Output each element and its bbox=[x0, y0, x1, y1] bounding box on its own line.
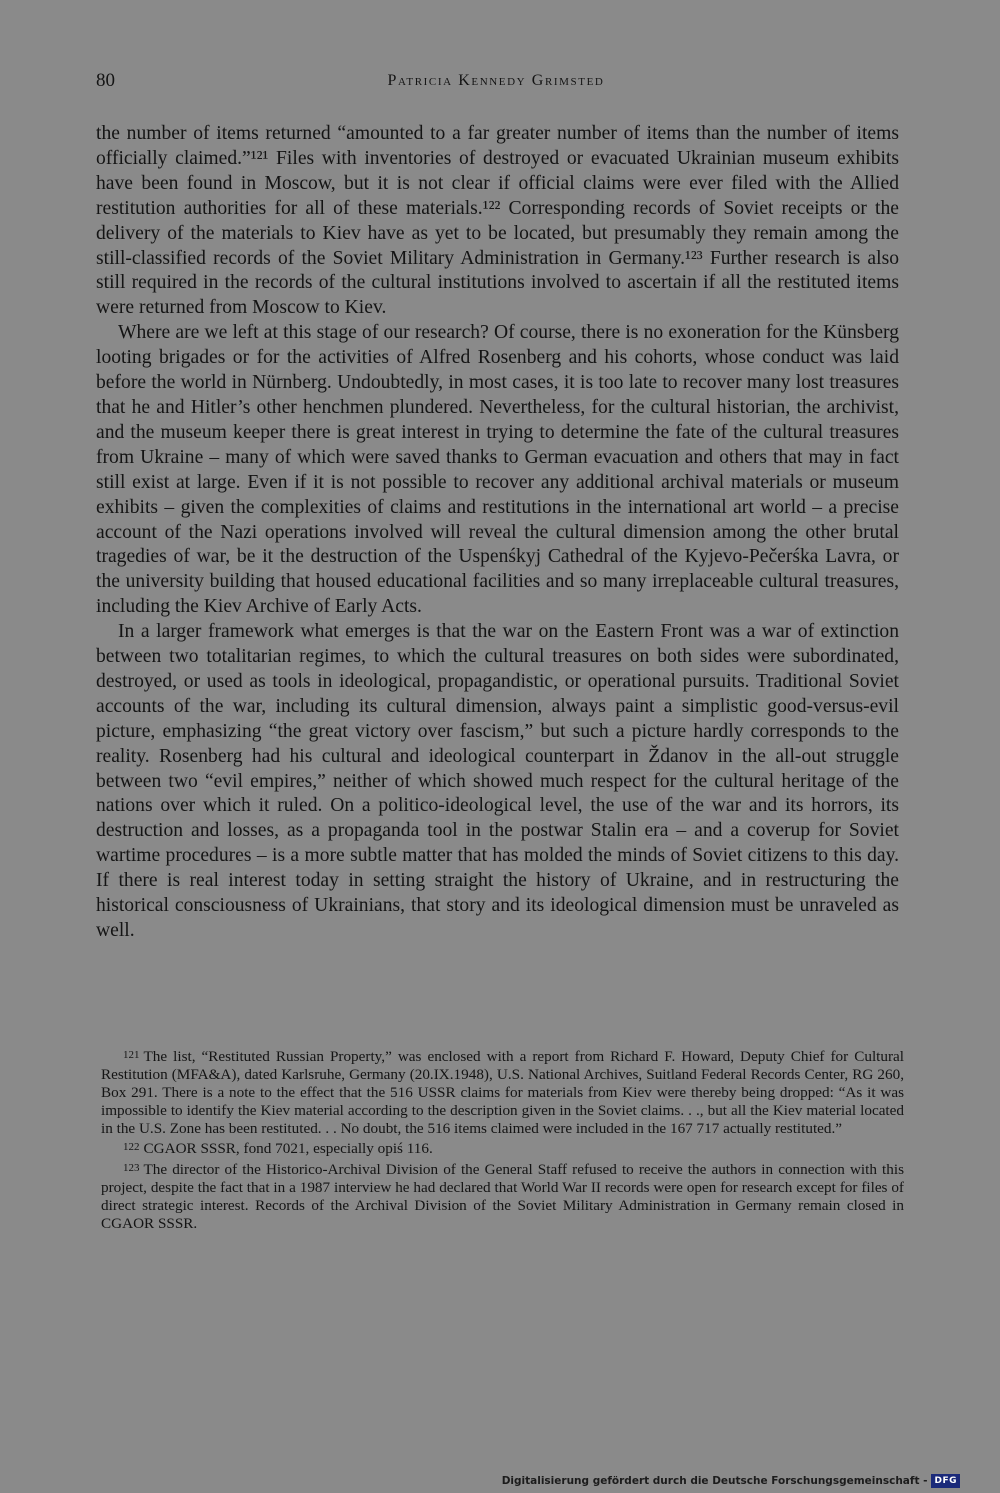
page-number: 80 bbox=[96, 70, 115, 91]
digitization-credit bbox=[502, 1474, 960, 1488]
dfg-logo: DFG bbox=[931, 1474, 960, 1488]
footnotes bbox=[101, 1046, 904, 1233]
body-text bbox=[96, 122, 899, 944]
footnote-text: CGAOR SSSR, fond 7021, especially opiś 116. bbox=[143, 1140, 433, 1158]
footnote-text: The director of the Historico-Archival Division of the General Staff refused to receive the authors in connection with this project, despite the fact that in a 1987 interview he had declared that World War II records were open for research except for files of direct strategic interest. Records of the Archival Division of the Soviet Military Administration in Germany remain closed in CGAOR SSSR. bbox=[101, 1160, 904, 1232]
running-head bbox=[96, 70, 896, 100]
footnote bbox=[101, 1159, 904, 1233]
footnote-number: 123 bbox=[123, 1161, 140, 1174]
footnote-number: 121 bbox=[123, 1049, 140, 1061]
running-title: Patricia Kennedy Grimsted bbox=[387, 72, 605, 89]
footnote bbox=[101, 1046, 904, 1138]
paragraph: the number of items returned “amounted to a far greater number of items than the number of items officially claimed.”¹²¹ Files with inventories of destroyed or evacuated Ukrainian museum exhibits have been found in Moscow, but it is not clear if official claims were ever filed with the Allied restitution authorities for all of these materials.¹²² Corresponding records of Soviet receipts or the delivery of the materials to Kiev have as yet to be located, but presumably they remain among the still-classified records of the Soviet Military Administration in Germany.¹²³ Further research is also still required in the records of the cultural institutions involved to ascertain if all the restituted items were returned from Moscow to Kiev. bbox=[96, 123, 899, 319]
paragraph: Where are we left at this stage of our research? Of course, there is no exoneration for the Künsberg looting brigades or for the activities of Alfred Rosenberg and his cohorts, whose conduct was laid before the world in Nürnberg. Undoubtedly, in most cases, it is too late to recover many lost treasures that he and Hitler’s other henchmen plundered. Nevertheless, for the cultural historian, the archivist, and the museum keeper there is great interest in trying to determine the fate of the cultural treasures from Ukraine – many of which were saved thanks to German evacuation and others that may in fact still exist at large. Even if it is not possible to recover any additional archival materials or museum exhibits – given the complexities of claims and restitutions in the international art world – a precise account of the Nazi operations involved will reveal the cultural dimension among the other brutal tragedies of war, be it the destruction of the Uspenśkyj Cathedral of the Kyjevo-Pečerśka Lavra, or the university building that housed educational facilities and so many irreplaceable cultural treasures, including the Kiev Archive of Early Acts. bbox=[96, 322, 899, 618]
paragraph: In a larger framework what emerges is that the war on the Eastern Front was a war of extinction between two totalitarian regimes, to which the cultural treasures on both sides were subordinated, destroyed, or used as tools in ideological, propagandistic, or operational pursuits. Traditional Soviet accounts of the war, including its cultural dimension, always paint a simplistic good-versus-evil picture, emphasizing “the great victory over fascism,” but such a picture hardly corresponds to the reality. Rosenberg had his cultural and ideological counterpart in Ždanov in the all-out struggle between two “evil empires,” neither of which showed much respect for the cultural heritage of the nations over which it ruled. On a politico-ideological level, the use of the war and its horrors, its destruction and losses, as a propaganda tool in the postwar Stalin era – and a coverup for Soviet wartime procedures – is a more subtle matter that has molded the minds of Soviet citizens to this day. If there is real interest today in setting straight the history of Ukraine, and in restructuring the historical consciousness of Ukrainians, that story and its ideological dimension must be unraveled as well. bbox=[96, 621, 899, 941]
footnote-text: The list, “Restituted Russian Property,” was enclosed with a report from Richard F. Howard, Deputy Chief for Cultural Restitution (MFA&A), dated Karlsruhe, Germany (20.IX.1948), U.S. National Archives, Suitland Federal Records Center, RG 260, Box 291. There is a note to the effect that the 516 USSR claims for materials from Kiev were thereby being dropped: “As it was impossible to identify the Kiev material according to the description given in the Soviet claims. . ., but all the Kiev material located in the U.S. Zone has been restituted. . . No doubt, the 516 items claimed were included in the 167 717 actually restituted.” bbox=[101, 1048, 904, 1138]
credit-text: Digitalisierung gefördert durch die Deutsche Forschungsgemeinschaft - bbox=[501, 1475, 928, 1487]
footnote-number: 122 bbox=[123, 1141, 140, 1154]
footnote bbox=[101, 1138, 904, 1158]
